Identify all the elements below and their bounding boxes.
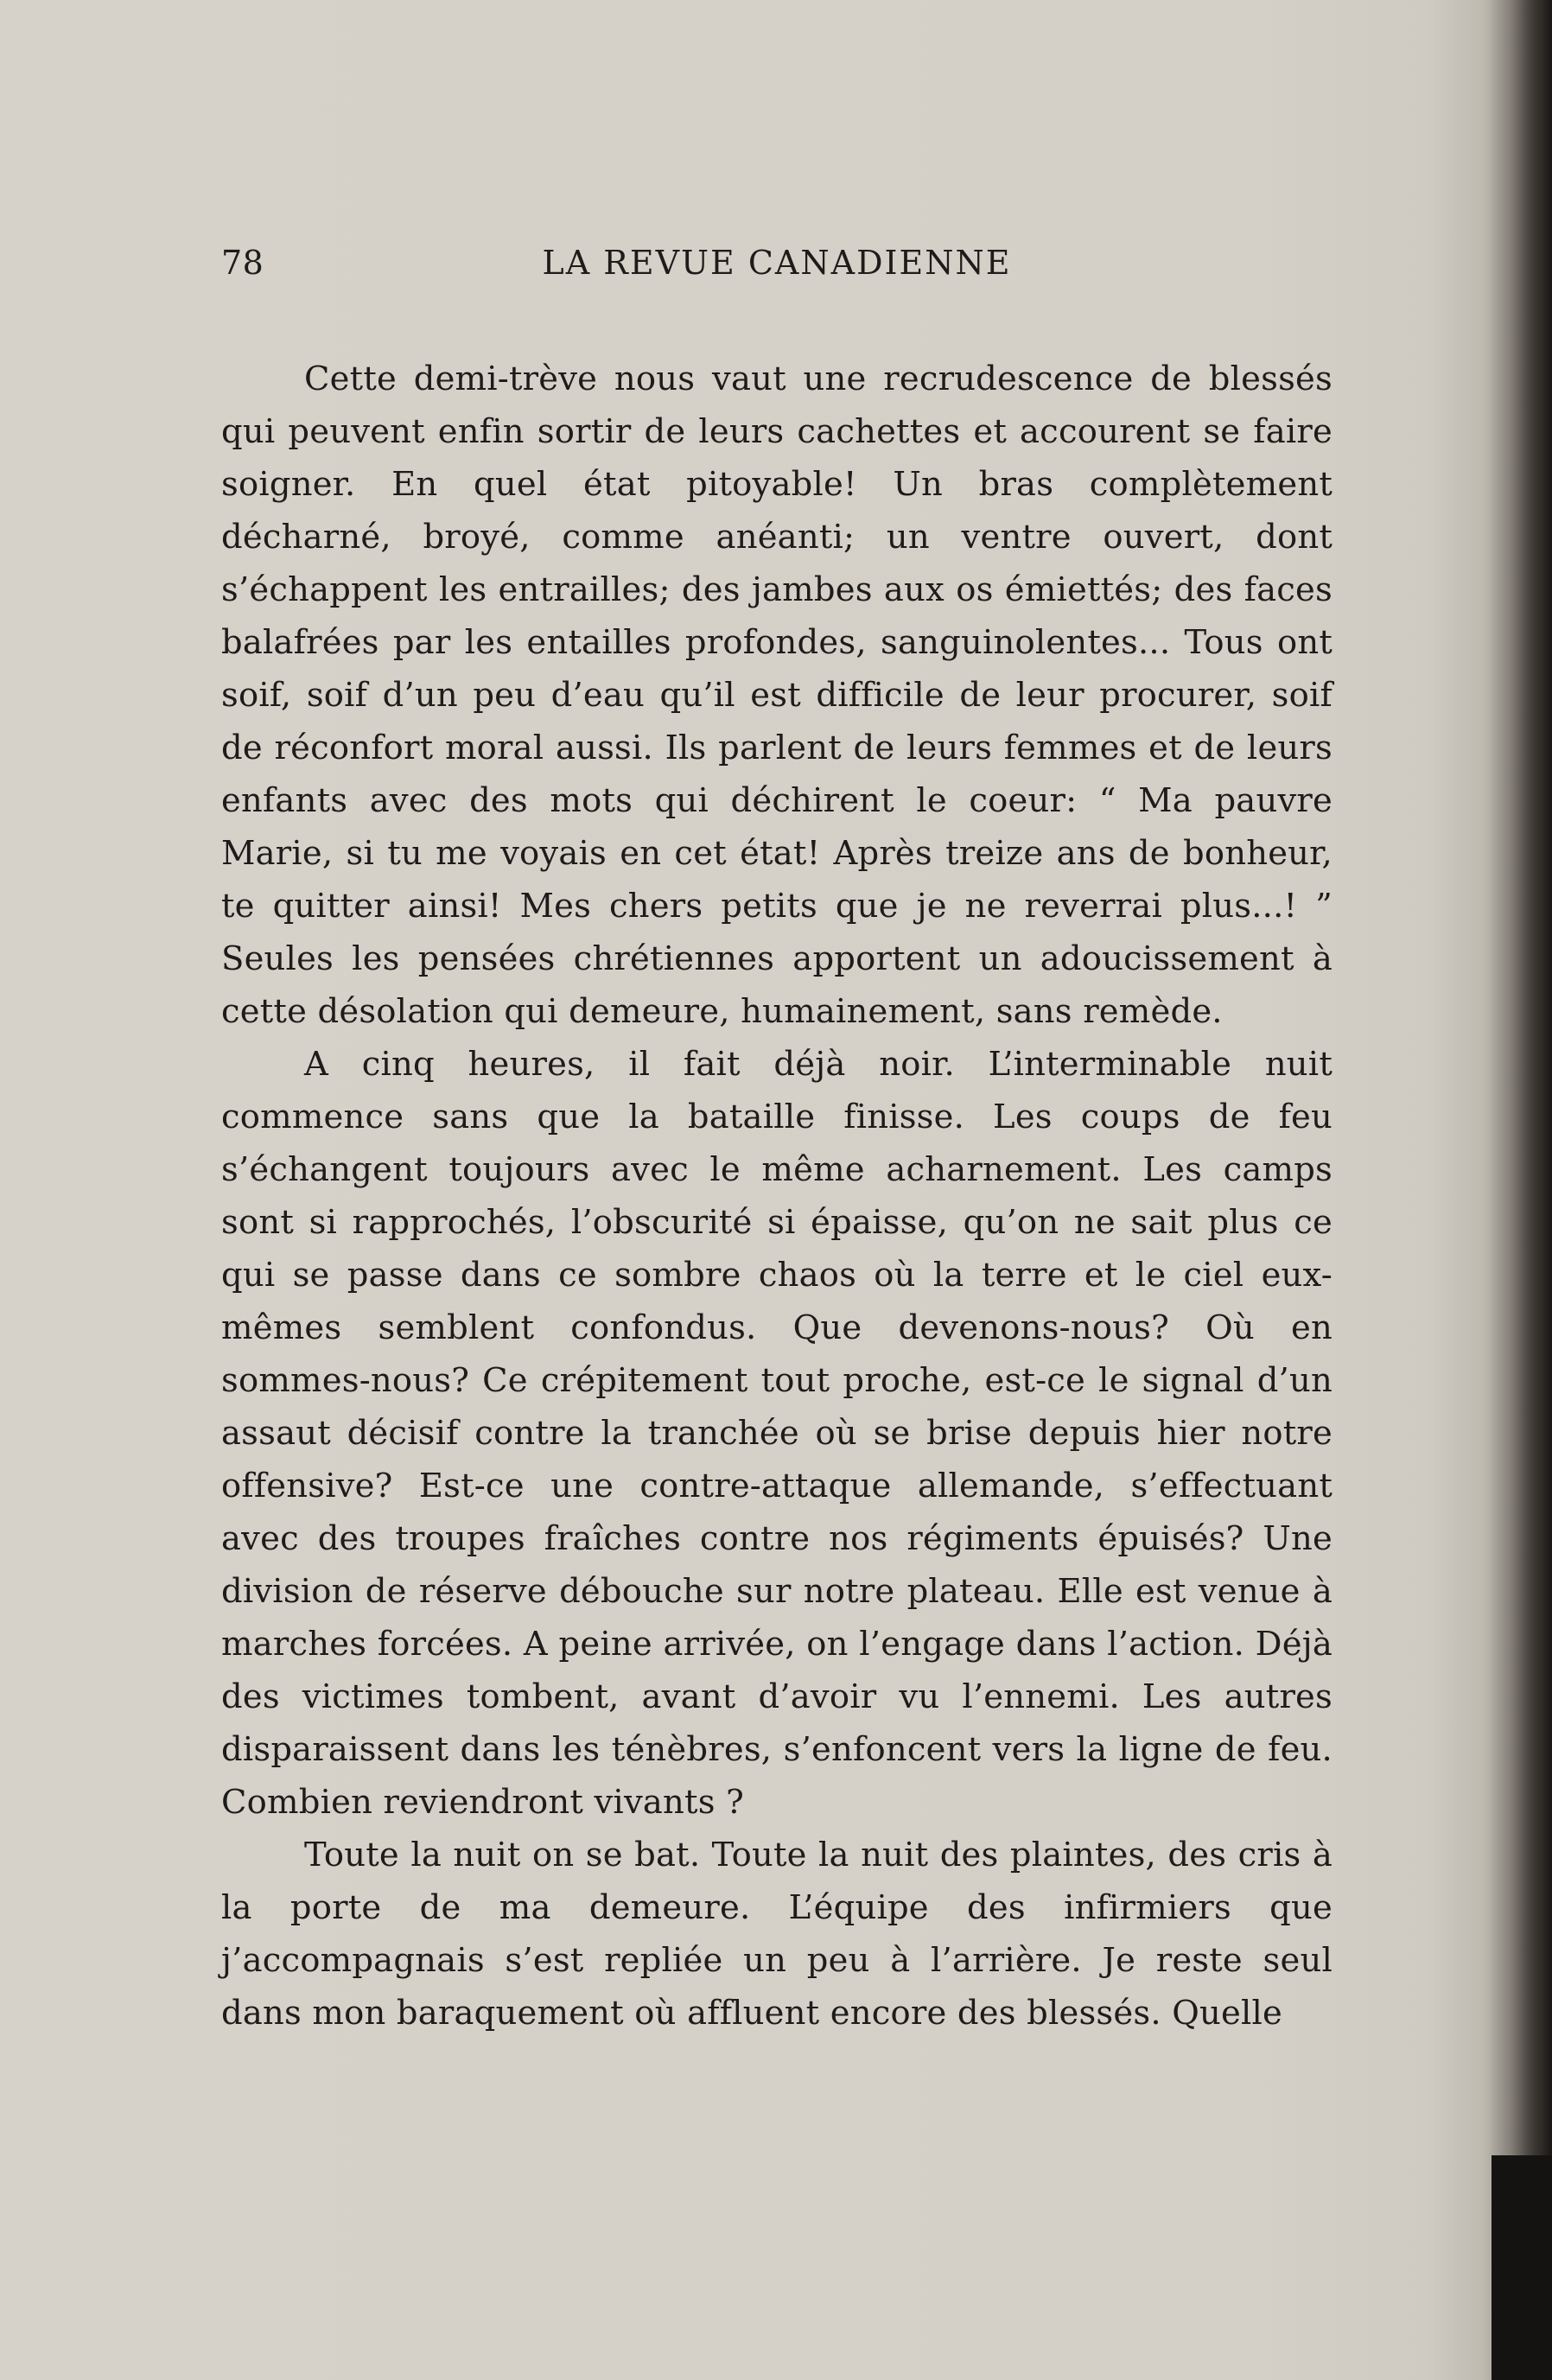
paragraph-2: A cinq heures, il fait déjà noir. L’interminable nuit commence sans que la bataille finisse. Les coups de feu s’échangent toujours avec le même acharnement. Les camps sont si rapprochés, l’obscurité si épaisse, qu’on ne sait plus ce qui se passe dans ce sombre chaos où la terre et le ciel eux-mêmes semblent confondus. Que devenons-nous? Où en sommes-nous? Ce crépitement tout proche, est-ce le signal d’un assaut décisif contre la tranchée où se brise depuis hier notre offensive? Est-ce une contre-attaque allemande, s’effectuant avec des troupes fraîches contre nos régiments épuisés? Une division de réserve débouche sur notre plateau. Elle est venue à marches forcées. A peine arrivée, on l’engage dans l’action. Déjà des victimes tombent, avant d’avoir vu l’ennemi. Les autres disparaissent dans les ténèbres, s’enfoncent vers la ligne de feu. Combien reviendront vivants ? — [221, 1045, 1333, 1822]
journal-title: LA REVUE CANADIENNE — [542, 244, 1012, 282]
page-number: 78 — [221, 244, 264, 282]
running-head — [221, 244, 1333, 285]
book-gutter-shadow — [1483, 0, 1552, 2380]
page-corner-shadow — [1492, 2155, 1552, 2380]
paragraph-3: Toute la nuit on se bat. Toute la nuit des plaintes, des cris à la porte de ma demeure. L’équipe des infirmiers que j’accompagnais s’est repliée un peu à l’arrière. Je reste seul dans mon baraquement où affluent encore des blessés. Quelle — [221, 1836, 1333, 2033]
body-text — [221, 353, 1333, 2040]
paragraph-1: Cette demi-trève nous vaut une recrudescence de blessés qui peuvent enfin sortir de leurs cachettes et accourent se faire soigner. En quel état pitoyable! Un bras complètement décharné, broyé, comme anéanti; un ventre ouvert, dont s’échappent les entrailles; des jambes aux os émiettés; des faces balafrées par les entailles profondes, sanguinolentes... Tous ont soif, soif d’un peu d’eau qu’il est difficile de leur procurer, soif de réconfort moral aussi. Ils parlent de leurs femmes et de leurs enfants avec des mots qui déchirent le coeur: “ Ma pauvre Marie, si tu me voyais en cet état! Après treize ans de bonheur, te quitter ainsi! Mes chers petits que je ne reverrai plus...! ” Seules les pensées chrétiennes apportent un adoucissement à cette désolation qui demeure, humainement, sans remède. — [221, 360, 1333, 1031]
